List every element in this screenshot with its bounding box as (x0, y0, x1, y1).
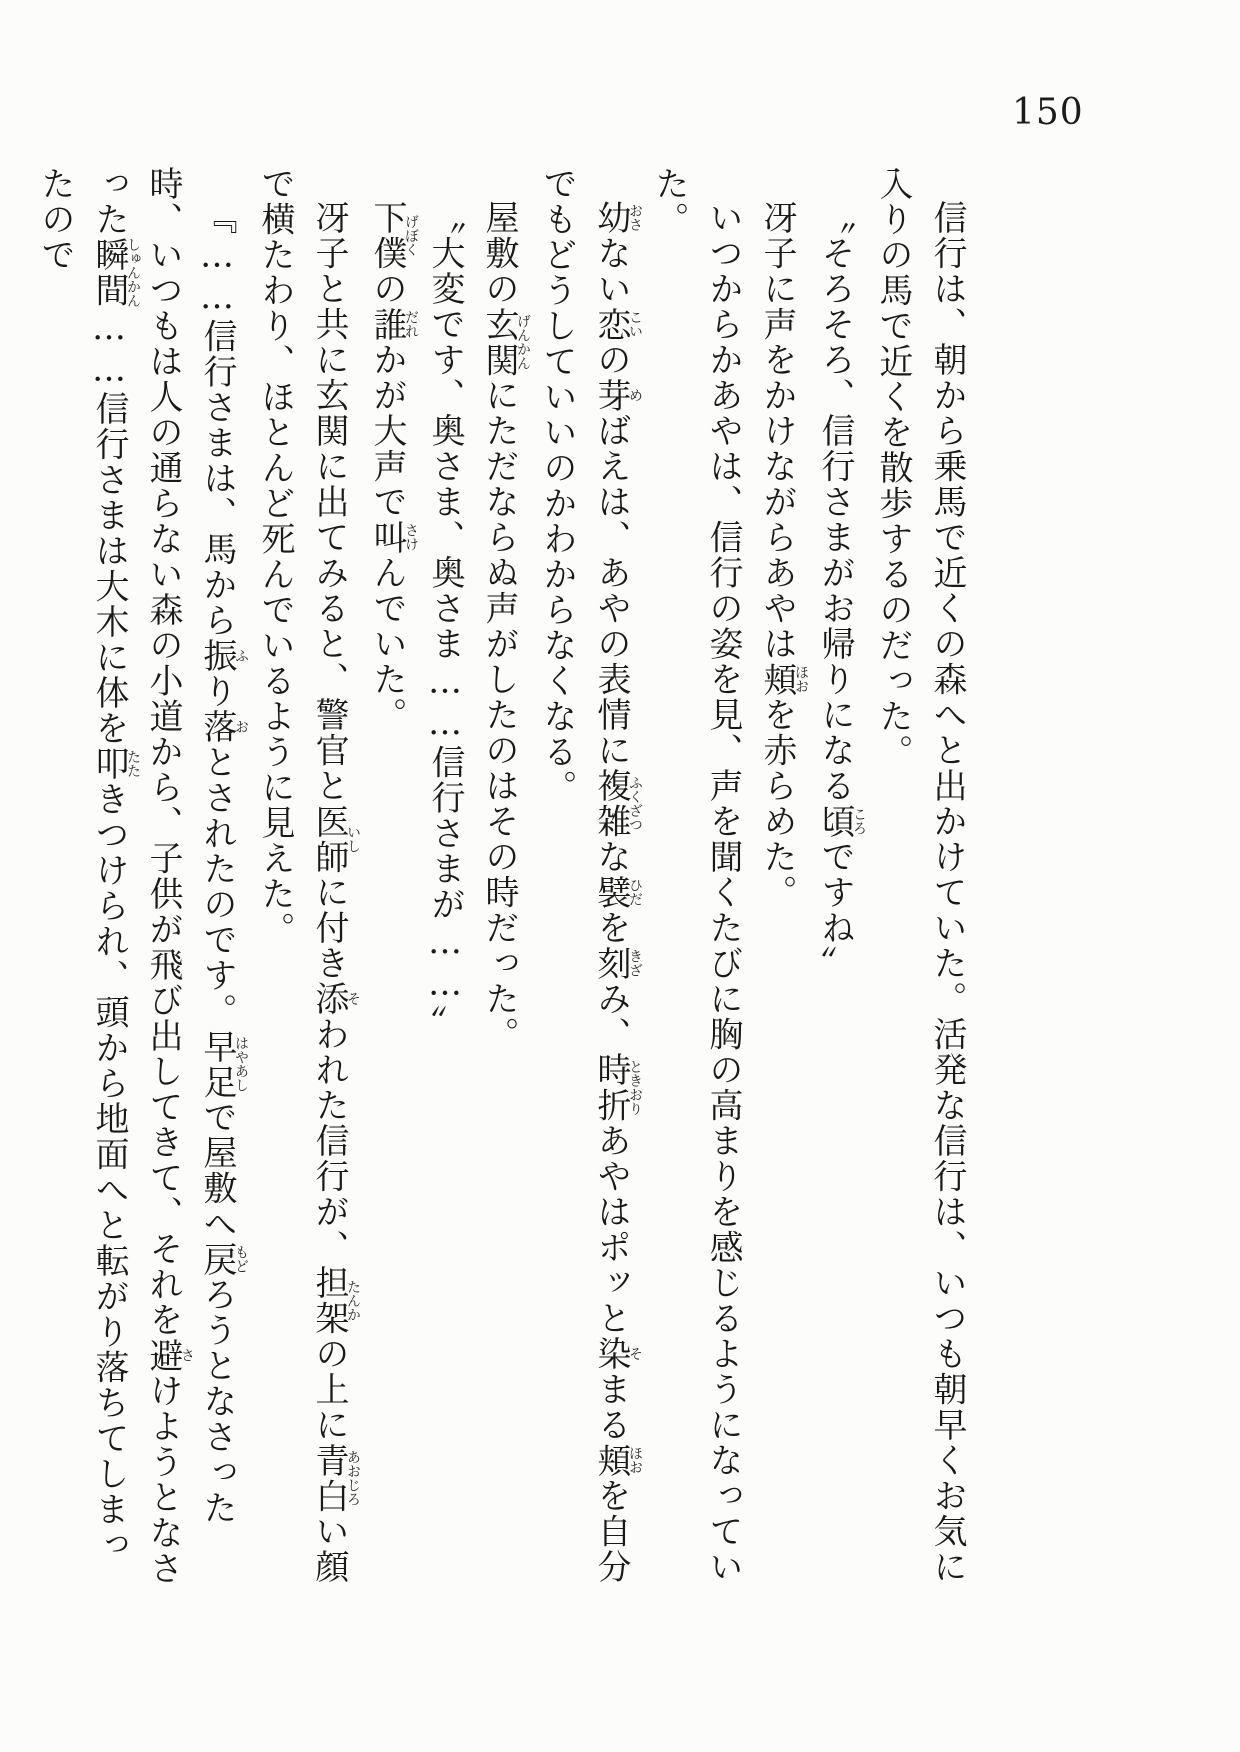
furigana-annotated-text: 戻もど (197, 1241, 249, 1277)
furigana-annotated-text: 頬ほお (591, 1442, 643, 1478)
paragraph: 幼おさない恋こいの芽めばえは、あやの表情に複雑ふくざつな襞ひだを刻きざみ、時折ときおりあやはポッと染そまる頬ほおを自分でもどうしていいのかわからなくなる。 (537, 166, 643, 1585)
furigana-annotated-text: 叩たた (89, 746, 141, 782)
paragraph: 冴子と共に玄関に出てみると、警官と医師いしに付き添そわれた信行が、担架たんかの上に青白あおじろい顔で横たわり、ほとんど死んでいるように見えた。 (255, 166, 361, 1585)
furigana-annotated-text: 早足はやあし (197, 1028, 249, 1100)
furigana-annotated-text: 時折ときおり (591, 1052, 643, 1123)
furigana-annotated-text: 芽め (591, 377, 643, 413)
furigana-annotated-text: 医師いし (309, 803, 361, 875)
furigana-annotated-text: 複雑ふくざつ (591, 768, 643, 839)
furigana-annotated-text: 頬ほお (757, 661, 809, 697)
furigana-annotated-text: 担架たんか (309, 1265, 361, 1336)
furigana-annotated-text: 恋こい (591, 306, 643, 342)
furigana-annotated-text: 避さ (143, 1337, 195, 1373)
furigana-annotated-text: 落お (197, 709, 249, 745)
page-number: 150 (1012, 92, 1084, 133)
furigana-annotated-text: 青白あおじろ (309, 1442, 361, 1514)
paragraph: 屋敷の玄関げんかんにただならぬ声がしたのはその時だった。 (479, 200, 531, 1052)
paragraph: 信行は、朝から乗馬で近くの森へと出かけていた。活発な信行は、いつも朝早くお気に入りの馬で近くを散歩するのだった。 (873, 166, 967, 1585)
furigana-annotated-text: 振ふ (197, 638, 249, 674)
paragraph: 〝大変です、奥さま、奥さま……信行さまが……〟 (425, 200, 465, 1041)
furigana-annotated-text: 叫さけ (367, 519, 419, 555)
paragraph: いつからかあやは、信行の姿を見、声を聞くたびに胸の高まりを感じるようになっていた。 (649, 166, 743, 1585)
paragraph: 〝そろそろ、信行さまがお帰りになる頃ころですね〟 (815, 200, 867, 981)
furigana-annotated-text: 下僕げぼく (367, 200, 419, 271)
furigana-annotated-text: 襞ひだ (591, 874, 643, 910)
furigana-annotated-text: 幼おさ (591, 200, 643, 236)
vertical-text-block (28, 166, 974, 1594)
furigana-annotated-text: 玄関げんかん (479, 306, 531, 378)
furigana-annotated-text: 頃ころ (815, 803, 867, 839)
furigana-annotated-text: 添そ (309, 981, 361, 1017)
furigana-annotated-text: 瞬間しゅんかん (89, 237, 141, 308)
furigana-annotated-text: 誰だれ (367, 306, 419, 342)
paragraph: 冴子に声をかけながらあやは頬ほおを赤らめた。 (757, 200, 809, 910)
furigana-annotated-text: 刻きざ (591, 945, 643, 981)
furigana-annotated-text: 染そ (591, 1336, 643, 1372)
paragraph: 『……信行さまは、馬から振ふり落おとされたのです。早足はやあしで屋敷へ戻もどろうとなさった時、いつもは人の通らない森の小道から、子供が飛び出してきて、それを避さけようとなさった瞬間しゅんかん……信行さまは大木に体を叩たたきつけられ、頭から地面へと転がり落ちてしまったので (35, 166, 249, 1586)
paragraph: 下僕げぼくの誰だれかが大声で叫さけんでいた。 (367, 200, 419, 733)
